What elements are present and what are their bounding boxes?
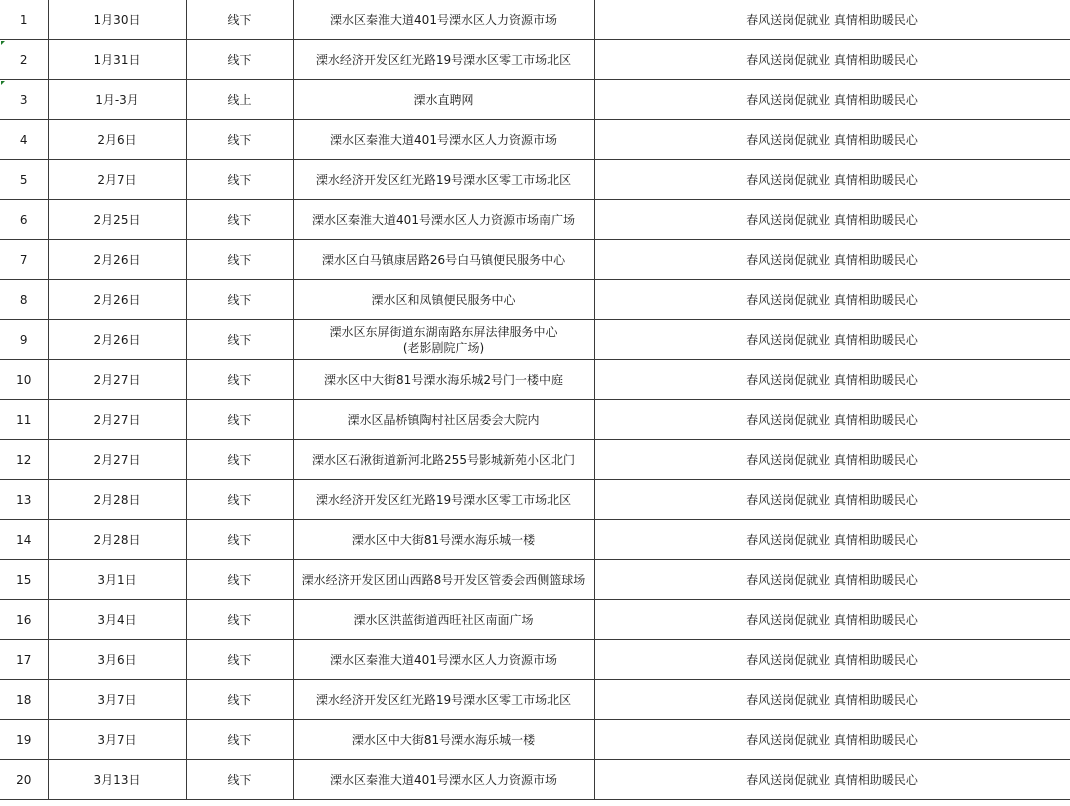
cell-mode[interactable]: 线下 <box>186 720 293 760</box>
cell-mode[interactable]: 线下 <box>186 280 293 320</box>
cell-date[interactable]: 2月27日 <box>48 440 186 480</box>
cell-comment-marker[interactable] <box>1 41 5 45</box>
table-row <box>0 400 1070 440</box>
location-line: 溧水区中大街81号溧水海乐城一楼 <box>351 532 536 547</box>
location-line: 溧水区秦淮大道401号溧水区人力资源市场 <box>330 652 557 667</box>
cell-location[interactable] <box>293 0 594 40</box>
cell-mode[interactable]: 线下 <box>186 680 293 720</box>
cell-location[interactable] <box>293 560 594 600</box>
cell-location[interactable] <box>293 440 594 480</box>
table-row <box>0 360 1070 400</box>
cell-location[interactable] <box>293 760 594 800</box>
cell-mode[interactable]: 线下 <box>186 440 293 480</box>
cell-date[interactable]: 2月27日 <box>48 360 186 400</box>
table-row <box>0 320 1070 360</box>
table-row <box>0 280 1070 320</box>
cell-theme[interactable]: 春风送岗促就业 真情相助暖民心 <box>594 400 1070 440</box>
cell-theme[interactable]: 春风送岗促就业 真情相助暖民心 <box>594 560 1070 600</box>
table-row <box>0 640 1070 680</box>
location-line: 溧水经济开发区团山西路8号开发区管委会西侧篮球场 <box>301 572 586 587</box>
location-line: 溧水直聘网 <box>413 92 474 107</box>
cell-index[interactable]: 7 <box>0 240 48 280</box>
cell-mode[interactable]: 线下 <box>186 560 293 600</box>
cell-mode[interactable]: 线下 <box>186 400 293 440</box>
cell-theme[interactable]: 春风送岗促就业 真情相助暖民心 <box>594 40 1070 80</box>
table-row <box>0 120 1070 160</box>
cell-comment-marker[interactable] <box>1 81 5 85</box>
location-line: 溧水区洪蓝街道西旺社区南面广场 <box>353 612 534 627</box>
cell-theme[interactable]: 春风送岗促就业 真情相助暖民心 <box>594 240 1070 280</box>
cell-date[interactable]: 2月7日 <box>48 160 186 200</box>
cell-location[interactable] <box>293 160 594 200</box>
cell-index[interactable]: 9 <box>0 320 48 360</box>
cell-mode[interactable]: 线下 <box>186 240 293 280</box>
location-line: 溧水经济开发区红光路19号溧水区零工市场北区 <box>315 492 572 507</box>
cell-date[interactable]: 3月13日 <box>48 760 186 800</box>
cell-theme[interactable]: 春风送岗促就业 真情相助暖民心 <box>594 200 1070 240</box>
table-row <box>0 160 1070 200</box>
table-row <box>0 200 1070 240</box>
cell-date[interactable]: 3月6日 <box>48 640 186 680</box>
cell-theme[interactable]: 春风送岗促就业 真情相助暖民心 <box>594 160 1070 200</box>
cell-theme[interactable]: 春风送岗促就业 真情相助暖民心 <box>594 640 1070 680</box>
cell-theme[interactable]: 春风送岗促就业 真情相助暖民心 <box>594 720 1070 760</box>
table-row <box>0 760 1070 800</box>
cell-index[interactable]: 15 <box>0 560 48 600</box>
cell-date[interactable]: 2月28日 <box>48 480 186 520</box>
cell-index[interactable]: 11 <box>0 400 48 440</box>
table-row <box>0 440 1070 480</box>
cell-mode[interactable]: 线下 <box>186 200 293 240</box>
cell-index[interactable]: 8 <box>0 280 48 320</box>
location-line: 溧水区秦淮大道401号溧水区人力资源市场 <box>330 12 557 27</box>
cell-date[interactable]: 1月30日 <box>48 0 186 40</box>
cell-theme[interactable]: 春风送岗促就业 真情相助暖民心 <box>594 320 1070 360</box>
cell-theme[interactable]: 春风送岗促就业 真情相助暖民心 <box>594 440 1070 480</box>
cell-date[interactable]: 3月7日 <box>48 720 186 760</box>
table-row <box>0 680 1070 720</box>
cell-location[interactable] <box>293 600 594 640</box>
cell-date[interactable]: 1月31日 <box>48 40 186 80</box>
table-row <box>0 0 1070 40</box>
cell-theme[interactable]: 春风送岗促就业 真情相助暖民心 <box>594 280 1070 320</box>
cell-theme[interactable]: 春风送岗促就业 真情相助暖民心 <box>594 680 1070 720</box>
cell-date[interactable]: 2月28日 <box>48 520 186 560</box>
cell-mode[interactable]: 线下 <box>186 520 293 560</box>
cell-theme[interactable]: 春风送岗促就业 真情相助暖民心 <box>594 480 1070 520</box>
cell-index[interactable]: 18 <box>0 680 48 720</box>
table-row <box>0 520 1070 560</box>
cell-location[interactable] <box>293 400 594 440</box>
cell-index[interactable]: 1 <box>0 0 48 40</box>
cell-index[interactable]: 17 <box>0 640 48 680</box>
cell-location[interactable] <box>293 120 594 160</box>
cell-mode[interactable]: 线下 <box>186 320 293 360</box>
cell-location[interactable] <box>293 200 594 240</box>
location-line: 溧水经济开发区红光路19号溧水区零工市场北区 <box>315 692 572 707</box>
location-line: 溧水区秦淮大道401号溧水区人力资源市场 <box>330 772 557 787</box>
cell-location[interactable] <box>293 80 594 120</box>
cell-index[interactable]: 13 <box>0 480 48 520</box>
location-line: (老影剧院广场) <box>402 340 485 355</box>
cell-location[interactable] <box>293 280 594 320</box>
cell-mode[interactable]: 线下 <box>186 600 293 640</box>
cell-location[interactable] <box>293 240 594 280</box>
cell-location[interactable] <box>293 480 594 520</box>
cell-mode[interactable]: 线下 <box>186 160 293 200</box>
cell-index[interactable]: 6 <box>0 200 48 240</box>
cell-date[interactable]: 2月26日 <box>48 320 186 360</box>
cell-theme[interactable]: 春风送岗促就业 真情相助暖民心 <box>594 360 1070 400</box>
cell-location[interactable] <box>293 640 594 680</box>
table-row <box>0 600 1070 640</box>
cell-index[interactable]: 12 <box>0 440 48 480</box>
cell-index[interactable]: 3 <box>0 80 48 120</box>
location-line: 溧水区中大街81号溧水海乐城2号门一楼中庭 <box>324 372 563 387</box>
cell-theme[interactable]: 春风送岗促就业 真情相助暖民心 <box>594 760 1070 800</box>
location-line: 溧水区秦淮大道401号溧水区人力资源市场 <box>330 132 557 147</box>
cell-mode[interactable]: 线下 <box>186 40 293 80</box>
cell-date[interactable]: 2月27日 <box>48 400 186 440</box>
cell-date[interactable]: 3月4日 <box>48 600 186 640</box>
cell-theme[interactable]: 春风送岗促就业 真情相助暖民心 <box>594 600 1070 640</box>
table-row <box>0 240 1070 280</box>
cell-location[interactable] <box>293 320 594 360</box>
table-row <box>0 720 1070 760</box>
location-line: 溧水区和凤镇便民服务中心 <box>371 292 516 307</box>
cell-location[interactable] <box>293 520 594 560</box>
table-row <box>0 40 1070 80</box>
cell-date[interactable]: 2月26日 <box>48 240 186 280</box>
cell-mode[interactable]: 线下 <box>186 640 293 680</box>
cell-mode[interactable]: 线上 <box>186 80 293 120</box>
cell-index[interactable]: 5 <box>0 160 48 200</box>
cell-location[interactable] <box>293 360 594 400</box>
table-row <box>0 560 1070 600</box>
cell-mode[interactable]: 线下 <box>186 760 293 800</box>
cell-theme[interactable]: 春风送岗促就业 真情相助暖民心 <box>594 80 1070 120</box>
location-line: 溧水区秦淮大道401号溧水区人力资源市场南广场 <box>312 212 575 227</box>
cell-mode[interactable]: 线下 <box>186 480 293 520</box>
cell-date[interactable]: 3月1日 <box>48 560 186 600</box>
cell-index[interactable]: 20 <box>0 760 48 800</box>
cell-location[interactable] <box>293 680 594 720</box>
cell-date[interactable]: 3月7日 <box>48 680 186 720</box>
table-row <box>0 480 1070 520</box>
cell-theme[interactable]: 春风送岗促就业 真情相助暖民心 <box>594 120 1070 160</box>
location-line: 溧水区石湫街道新河北路255号影城新苑小区北门 <box>312 452 575 467</box>
location-line: 溧水区东屏街道东湖南路东屏法律服务中心 <box>329 324 558 339</box>
location-line: 溧水区晶桥镇陶村社区居委会大院内 <box>347 412 540 427</box>
cell-location[interactable] <box>293 720 594 760</box>
cell-location[interactable] <box>293 40 594 80</box>
location-line: 溧水经济开发区红光路19号溧水区零工市场北区 <box>315 52 572 67</box>
cell-index[interactable]: 2 <box>0 40 48 80</box>
cell-theme[interactable]: 春风送岗促就业 真情相助暖民心 <box>594 520 1070 560</box>
cell-mode[interactable]: 线下 <box>186 360 293 400</box>
table-row <box>0 80 1070 120</box>
cell-date[interactable]: 1月-3月 <box>48 80 186 120</box>
cell-index[interactable]: 19 <box>0 720 48 760</box>
cell-index[interactable]: 14 <box>0 520 48 560</box>
cell-mode[interactable]: 线下 <box>186 0 293 40</box>
cell-index[interactable]: 4 <box>0 120 48 160</box>
cell-date[interactable]: 2月6日 <box>48 120 186 160</box>
location-line: 溧水区白马镇康居路26号白马镇便民服务中心 <box>321 252 566 267</box>
cell-index[interactable]: 16 <box>0 600 48 640</box>
location-line: 溧水区中大街81号溧水海乐城一楼 <box>351 732 536 747</box>
cell-mode[interactable]: 线下 <box>186 120 293 160</box>
cell-date[interactable]: 2月26日 <box>48 280 186 320</box>
cell-date[interactable]: 2月25日 <box>48 200 186 240</box>
cell-theme[interactable]: 春风送岗促就业 真情相助暖民心 <box>594 0 1070 40</box>
location-line: 溧水经济开发区红光路19号溧水区零工市场北区 <box>315 172 572 187</box>
cell-index[interactable]: 10 <box>0 360 48 400</box>
